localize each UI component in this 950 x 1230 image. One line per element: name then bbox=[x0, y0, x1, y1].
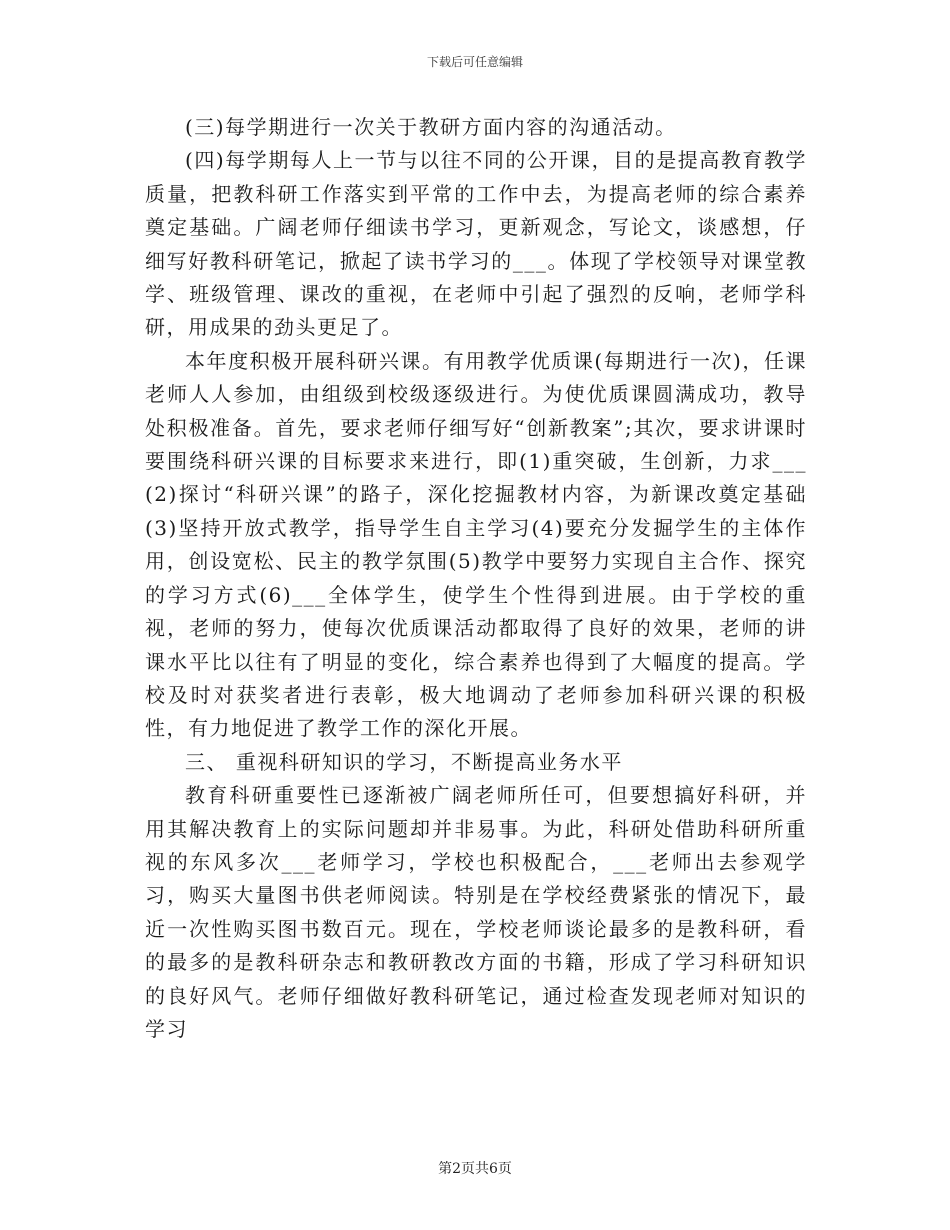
page-number: 第2页共6页 bbox=[438, 1161, 512, 1177]
page-header: 下载后可任意编辑 bbox=[426, 55, 523, 69]
paragraph-item-3: (三)每学期进行一次关于教研方面内容的沟通活动。 bbox=[185, 115, 677, 139]
paragraph-research-knowledge: 教育科研重要性已逐渐被广阔老师所任可，但要想搞好科研，并用其解决教育上的实际问题却并非易事。为此，科研处借助科研所重视的东风多次___老师学习，学校也积极配合，___老师出去参观学习，购买大量图书供老师阅读。特别是在学校经费紧张的情况下，最近一次性购买图书数百元。现在，学校老师谈论最多的是教科研，看的最多的是教科研杂志和教研教改方面的书籍，形成了学习科研知识的良好风气。老师仔细做好教科研笔记，通过检查发现老师对知识的学习 bbox=[145, 783, 807, 1041]
section-heading-3: 三、 重视科研知识的学习，不断提高业务水平 bbox=[185, 749, 623, 774]
paragraph-research-lessons: 本年度积极开展科研兴课。有用教学优质课(每期进行一次)，任课老师人人参加，由组级到校级逐级进行。为使优质课圆满成功，教导处积极准备。首先，要求老师仔细写好“创新教案”;其次，要求讲课时要围绕科研兴课的目标要求来进行，即(1)重突破，生创新，力求___(2)探讨“科研兴课”的路子，深化挖掘教材内容，为新课改奠定基础(3)坚持开放式教学，指导学生自主学习(4)要充分发掘学生的主体作用，创设宽松、民主的教学氛围(5)教学中要努力实现自主合作、探究的学习方式(6)___全体学生，使学生个性得到进展。由于学校的重视，老师的努力，使每次优质课活动都取得了良好的效果，老师的讲课水平比以往有了明显的变化，综合素养也得到了大幅度的提高。学校及时对获奖者进行表彰，极大地调动了老师参加科研兴课的积极性，有力地促进了教学工作的深化开展。 bbox=[145, 348, 807, 741]
document-body bbox=[145, 111, 807, 1046]
paragraph-item-4: (四)每学期每人上一节与以往不同的公开课，目的是提高教育教学质量，把教科研工作落实到平常的工作中去，为提高老师的综合素养奠定基础。广阔老师仔细读书学习，更新观念，写论文，谈感想，仔细写好教科研笔记，掀起了读书学习的___。体现了学校领导对课堂教学、班级管理、课改的重视，在老师中引起了强烈的反响，老师学科研，用成果的劲头更足了。 bbox=[145, 148, 807, 340]
